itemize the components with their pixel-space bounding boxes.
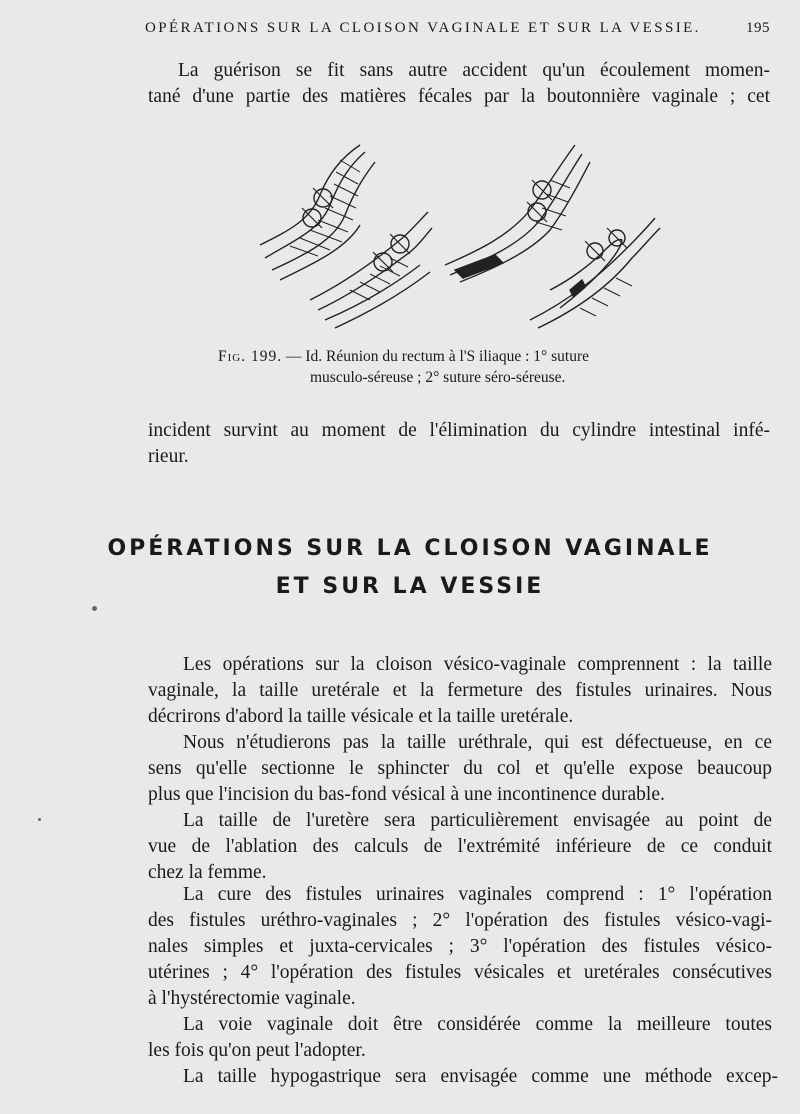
text-line: des fistules uréthro-vaginales ; 2° l'opération des fistules vésico-vagi- bbox=[148, 910, 772, 931]
paper-speck bbox=[92, 606, 97, 611]
paragraph-2 bbox=[148, 730, 772, 808]
text-line: vaginale, la taille uretérale et la fermeture des fistules urinaires. Nous bbox=[148, 680, 772, 701]
text-line: La guérison se fit sans autre accident qu'un écoulement momen- bbox=[178, 60, 770, 81]
intro-paragraph bbox=[148, 58, 770, 110]
section-heading-line1: OPÉRATIONS SUR LA CLOISON VAGINALE bbox=[107, 536, 713, 561]
paragraph-3 bbox=[148, 808, 772, 886]
caption-text-line1: — Id. Réunion du rectum à l'S iliaque : 1° suture bbox=[282, 348, 589, 365]
text-line: à l'hystérectomie vaginale. bbox=[148, 988, 356, 1009]
text-line: vue de l'ablation des calculs de l'extrémité inférieure de ce conduit bbox=[148, 836, 772, 857]
text-line: incident survint au moment de l'élimination du cylindre intestinal infé- bbox=[148, 420, 770, 441]
text-line: plus que l'incision du bas-fond vésical à une incontinence durable. bbox=[148, 784, 665, 805]
text-line: Les opérations sur la cloison vésico-vaginale comprennent : la taille bbox=[183, 654, 772, 675]
figure-label: Fig. 199. bbox=[218, 348, 283, 365]
text-line: nales simples et juxta-cervicales ; 3° l'opération des fistules vésico- bbox=[148, 936, 772, 957]
text-line: La cure des fistules urinaires vaginales comprend : 1° l'opération bbox=[183, 884, 772, 905]
section-heading-line2: ET SUR LA VESSIE bbox=[275, 574, 545, 599]
running-header bbox=[145, 20, 770, 37]
figure-caption bbox=[218, 346, 698, 388]
text-line: utérines ; 4° l'opération des fistules vésicales et uretérales consécutives bbox=[148, 962, 772, 983]
text-line: sens qu'elle sectionne le sphincter du col et qu'elle expose beaucoup bbox=[148, 758, 772, 779]
paper-speck bbox=[38, 818, 41, 821]
text-line: La taille de l'uretère sera particulièrement envisagée au point de bbox=[183, 810, 772, 831]
text-line: tané d'une partie des matières fécales par la boutonnière vaginale ; cet bbox=[148, 86, 770, 107]
anatomical-figure-illustration bbox=[250, 140, 670, 335]
continuation-paragraph bbox=[148, 418, 770, 470]
text-line: chez la femme. bbox=[148, 862, 267, 883]
text-line: Nous n'étudierons pas la taille uréthrale, qui est défectueuse, en ce bbox=[183, 732, 772, 753]
text-line: La taille hypogastrique sera envisagée comme une méthode excep- bbox=[183, 1066, 778, 1087]
text-line: La voie vaginale doit être considérée comme la meilleure toutes bbox=[183, 1014, 772, 1035]
caption-text-line2: musculo-séreuse ; 2° suture séro-séreuse. bbox=[310, 369, 566, 386]
running-title: OPÉRATIONS SUR LA CLOISON VAGINALE ET SUR LA VESSIE. bbox=[145, 20, 701, 36]
paragraph-4 bbox=[148, 882, 772, 1012]
text-line: les fois qu'on peut l'adopter. bbox=[148, 1040, 366, 1061]
text-line: rieur. bbox=[148, 446, 189, 467]
paragraph-1 bbox=[148, 652, 772, 730]
paragraph-6 bbox=[148, 1064, 778, 1090]
text-line: décrirons d'abord la taille vésicale et la taille uretérale. bbox=[148, 706, 574, 727]
section-heading bbox=[100, 530, 720, 606]
paragraph-5 bbox=[148, 1012, 772, 1064]
page-number: 195 bbox=[746, 20, 770, 36]
